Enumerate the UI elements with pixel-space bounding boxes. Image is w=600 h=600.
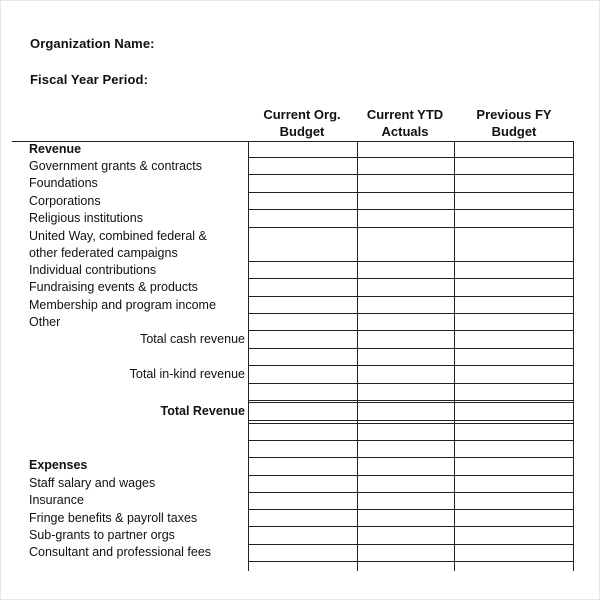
grid-row-rule: [248, 492, 574, 493]
total-revenue-label: Total Revenue: [160, 404, 245, 418]
total-cash-revenue-label: Total cash revenue: [140, 332, 245, 346]
grid-row-rule: [248, 313, 574, 314]
revenue-item: Religious institutions: [29, 211, 143, 225]
grid-row-rule: [248, 348, 574, 349]
expense-item: Consultant and professional fees: [29, 545, 212, 559]
grid-row-rule: [248, 383, 574, 384]
column-header-previous-fy-budget: [454, 106, 574, 140]
expense-item: Staff salary and wages: [29, 476, 156, 490]
revenue-item: Foundations: [29, 176, 98, 190]
expenses-heading: Expenses: [29, 458, 88, 472]
column-header-line: Budget: [491, 124, 537, 139]
grid-row-rule: [248, 330, 574, 331]
grid-row-rule: [248, 365, 574, 366]
grid-row-rule: [248, 209, 574, 210]
total-inkind-revenue-label: Total in-kind revenue: [129, 367, 245, 381]
revenue-item: Government grants & contracts: [29, 159, 202, 173]
revenue-item: Fundraising events & products: [29, 280, 198, 294]
grid-row-rule: [248, 278, 574, 279]
column-header-line: Actuals: [381, 124, 429, 139]
grid-row-rule: [248, 526, 574, 527]
revenue-item: Other: [29, 315, 61, 329]
grid-row-rule: [248, 261, 574, 262]
revenue-item: Individual contributions: [29, 263, 157, 277]
grid-row-rule: [248, 174, 574, 175]
grid-column-rule: [573, 141, 574, 571]
expense-item: Insurance: [29, 493, 84, 507]
revenue-item: other federated campaigns: [29, 246, 178, 260]
grid-column-rule: [357, 141, 358, 571]
grid-row-rule: [248, 157, 574, 158]
fiscal-year-period-label: Fiscal Year Period:: [30, 72, 148, 87]
column-header-line: Previous FY: [476, 107, 552, 122]
column-header-current-ytd-actuals: [357, 106, 453, 140]
revenue-item: Corporations: [29, 194, 101, 208]
grid-row-rule: [248, 544, 574, 545]
expense-item: Fringe benefits & payroll taxes: [29, 511, 198, 525]
grid-row-rule: [248, 402, 574, 403]
grid-row-rule: [248, 423, 574, 424]
revenue-item: United Way, combined federal &: [29, 229, 207, 243]
revenue-item: Membership and program income: [29, 298, 216, 312]
organization-name-label: Organization Name:: [30, 36, 155, 51]
column-header-line: Current Org.: [263, 107, 341, 122]
grid-column-rule: [248, 141, 249, 571]
grid-row-rule: [248, 457, 574, 458]
grid-row-rule: [248, 440, 574, 441]
budget-entry-grid[interactable]: [248, 141, 574, 571]
expense-item: Sub-grants to partner orgs: [29, 528, 175, 542]
grid-row-rule: [248, 227, 574, 228]
grid-row-rule: [248, 296, 574, 297]
grid-row-rule: [248, 509, 574, 510]
grid-row-rule: [248, 192, 574, 193]
grid-column-rule: [454, 141, 455, 571]
column-header-line: Current YTD: [366, 107, 444, 122]
grid-row-rule: [248, 400, 574, 401]
grid-row-rule: [248, 420, 574, 421]
grid-row-rule: [248, 561, 574, 562]
column-header-line: Budget: [279, 124, 325, 139]
revenue-heading: Revenue: [29, 142, 82, 156]
column-header-current-org-budget: [248, 106, 356, 140]
grid-row-rule: [248, 475, 574, 476]
